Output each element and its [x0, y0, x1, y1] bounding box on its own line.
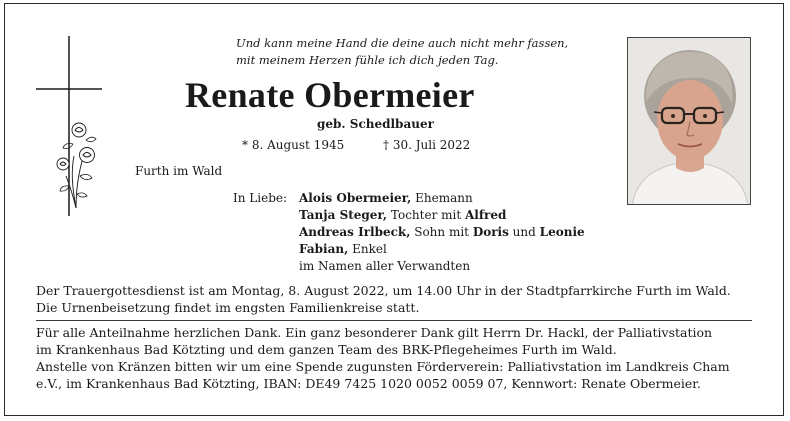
mourner-name: Fabian,: [299, 242, 349, 256]
mourner-line: [299, 190, 473, 207]
mourner-relation: Tochter mit: [387, 208, 465, 222]
portrait-photo-icon: [628, 38, 751, 205]
funeral-line-2: Die Urnenbeisetzung findet im engsten Familienkreise statt.: [36, 300, 420, 315]
portrait-photo: [627, 37, 751, 205]
thanks-line-2: im Krankenhaus Bad Kötzting und dem ganzen Team des BRK-Pflegeheimes Furth im Wald.: [36, 342, 617, 357]
mourner-line: [299, 224, 585, 241]
mourner-relation: Ehemann: [411, 191, 473, 205]
birth-name: geb. Schedlbauer: [317, 117, 434, 131]
mourners-intro: In Liebe:: [233, 191, 288, 205]
mourner-line: [299, 241, 387, 258]
mourner-name: Alois Obermeier,: [299, 191, 412, 205]
mourner-name-2: Alfred: [464, 208, 507, 222]
mourner-name-2: Doris: [472, 225, 509, 239]
cross-with-roses-icon: [36, 36, 106, 216]
mourner-name-3: Leonie: [539, 225, 585, 239]
verse-line-2: mit meinem Herzen fühle ich dich jeden Tag.: [236, 53, 499, 67]
funeral-line-1: Der Trauergottesdienst ist am Montag, 8. August 2022, um 14.00 Uhr in der Stadtpfarrkirche Furth im Wald.: [36, 283, 731, 298]
mourner-line: [299, 207, 506, 224]
mourner-relation: Enkel: [348, 242, 387, 256]
place: Furth im Wald: [135, 164, 223, 178]
mourner-relation-2: und: [508, 225, 540, 239]
divider: [36, 320, 752, 321]
death-date: † 30. Juli 2022: [383, 138, 471, 152]
mourner-name: Tanja Steger,: [299, 208, 388, 222]
birth-date: * 8. August 1945: [242, 138, 345, 152]
mourner-relation: im Namen aller Verwandten: [299, 259, 471, 273]
donation-line-1: Anstelle von Kränzen bitten wir um eine Spende zugunsten Förderverein: Palliativstation im Landkreis Cham: [36, 359, 730, 374]
thanks-line-1: Für alle Anteilnahme herzlichen Dank. Ein ganz besonderer Dank gilt Herrn Dr. Hackl, der Palliativstation: [36, 325, 713, 340]
mourner-name: Andreas Irlbeck,: [299, 225, 411, 239]
verse-line-1: Und kann meine Hand die deine auch nicht mehr fassen,: [236, 36, 569, 50]
mourner-relation: Sohn mit: [410, 225, 473, 239]
mourner-line: [299, 258, 470, 275]
deceased-name: Renate Obermeier: [185, 75, 475, 115]
donation-line-2: e.V., im Krankenhaus Bad Kötzting, IBAN: DE49 7425 1020 0052 0059 07, Kennwort: Renate Obermeier.: [36, 376, 701, 391]
